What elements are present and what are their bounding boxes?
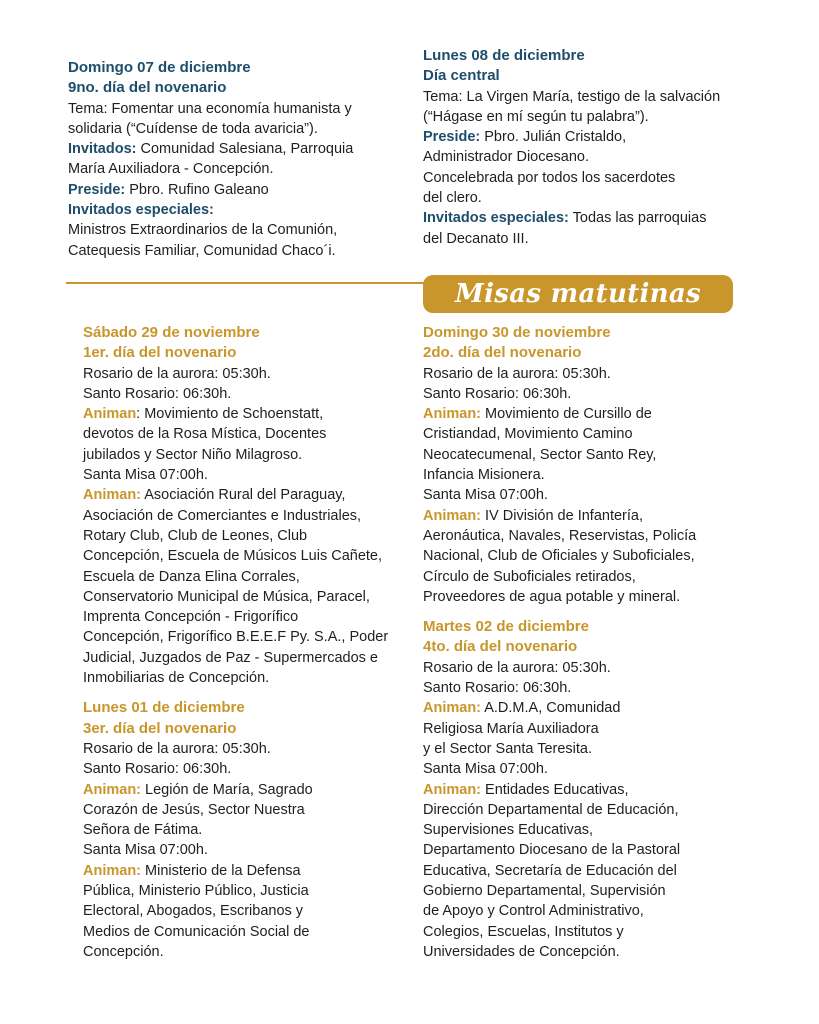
preside-label: Preside: [68, 181, 126, 198]
santa-misa-line: Santa Misa 07:00h. [83, 842, 208, 859]
animan-line: Animan: Ministerio de la Defensa [83, 862, 301, 879]
entry-date: Lunes 01 de diciembre [83, 699, 245, 717]
animan-line: Animan: Movimiento de Schoenstatt, [83, 406, 324, 423]
entry-lunes-01 [83, 698, 413, 962]
animan-line: y el Sector Santa Teresita. [423, 740, 592, 757]
animan-line: Asociación de Comerciantes e Industriales, [83, 507, 362, 524]
animan-label: Animan: [423, 406, 481, 423]
tema-line: Tema: Fomentar una economía humanista y [68, 100, 352, 117]
animan-line: Concepción, Frigorífico B.E.E.F Py. S.A., Poder [83, 629, 389, 646]
animan-label: Animan [83, 406, 137, 423]
column-right [423, 323, 783, 962]
santa-misa-line: Santa Misa 07:00h. [423, 487, 548, 504]
rosario-line: Rosario de la aurora: 05:30h. [83, 740, 271, 757]
column-left [83, 323, 413, 962]
animan-line: Aeronáutica, Navales, Reservistas, Policía [423, 527, 697, 544]
animan-line: Rotary Club, Club de Leones, Club [83, 527, 308, 544]
animan-label: Animan: [83, 487, 141, 504]
animan-line: Infancia Misionera. [423, 467, 545, 484]
santo-rosario-line: Santo Rosario: 06:30h. [423, 385, 572, 402]
animan-label: Animan: [423, 700, 481, 717]
animan-line: Animan: Movimiento de Cursillo de [423, 406, 652, 423]
invitados-line: María Auxiliadora - Concepción. [68, 161, 274, 178]
tema-line: (“Hágase en mí según tu palabra”). [423, 108, 649, 125]
animan-line: Animan: IV División de Infantería, [423, 507, 643, 524]
animan-line: Círculo de Suboficiales retirados, [423, 568, 636, 585]
rosario-line: Rosario de la aurora: 05:30h. [83, 365, 271, 382]
animan-line: Judicial, Juzgados de Paz - Supermercados e [83, 649, 378, 666]
entry-day: 4to. día del novenario [423, 638, 578, 656]
animan-line: Gobierno Departamental, Supervisión [423, 883, 666, 900]
invitados-label: Invitados: [68, 141, 137, 158]
entry-domingo-07 [68, 58, 418, 261]
animan-line: Dirección Departamental de Educación, [423, 801, 679, 818]
entry-day: Día central [423, 67, 500, 85]
especiales-line: del Decanato III. [423, 230, 529, 247]
animan-line: Cristiandad, Movimiento Camino [423, 426, 633, 443]
invitados-line: Invitados: Comunidad Salesiana, Parroquia [68, 141, 354, 158]
animan-line: Inmobiliarias de Concepción. [83, 670, 270, 687]
animan-line: Departamento Diocesano de la Pastoral [423, 842, 681, 859]
animan-line: Corazón de Jesús, Sector Nuestra [83, 801, 305, 818]
animan-line: Imprenta Concepción - Frigorífico [83, 609, 299, 626]
entry-day: 2do. día del novenario [423, 344, 582, 362]
entry-day: 3er. día del novenario [83, 719, 237, 737]
animan-line: Pública, Ministerio Público, Justicia [83, 883, 309, 900]
animan-line: Religiosa María Auxiliadora [423, 720, 599, 737]
section-banner: Misas matutinas [423, 275, 733, 313]
entry-day: 1er. día del novenario [83, 344, 237, 362]
animan-label: Animan: [83, 862, 141, 879]
entry-date: Domingo 07 de diciembre [68, 59, 251, 76]
animan-line: Medios de Comunicación Social de [83, 923, 310, 940]
santa-misa-line: Santa Misa 07:00h. [83, 467, 208, 484]
tema-line: solidaria (“Cuídense de toda avaricia”). [68, 120, 318, 137]
animan-line: Supervisiones Educativas, [423, 822, 594, 839]
animan-line: Animan: Entidades Educativas, [423, 781, 629, 798]
especiales-line: Ministros Extraordinarios de la Comunión, [68, 222, 338, 239]
tema-line: Tema: La Virgen María, testigo de la salvación [423, 88, 721, 105]
animan-line: Neocatecumenal, Sector Santo Rey, [423, 446, 657, 463]
especiales-line: Catequesis Familiar, Comunidad Chaco´i. [68, 242, 336, 259]
animan-line: Escuela de Danza Elina Corrales, [83, 568, 300, 585]
preside-line: Preside: Pbro. Rufino Galeano [68, 181, 269, 198]
entry-date: Martes 02 de diciembre [423, 618, 589, 636]
entry-sabado-29 [83, 323, 413, 688]
animan-line: Universidades de Concepción. [423, 943, 620, 960]
animan-line: Proveedores de agua potable y mineral. [423, 588, 681, 605]
santa-misa-line: Santa Misa 07:00h. [423, 761, 548, 778]
rosario-line: Rosario de la aurora: 05:30h. [423, 365, 611, 382]
animan-line: Señora de Fátima. [83, 822, 203, 839]
animan-line: Concepción. [83, 943, 164, 960]
animan-line: Animan: Asociación Rural del Paraguay, [83, 487, 346, 504]
animan-line: Animan: Legión de María, Sagrado [83, 781, 313, 798]
preside-label: Preside: [423, 129, 481, 146]
preside-line: Preside: Pbro. Julián Cristaldo, [423, 129, 627, 146]
entry-date: Domingo 30 de noviembre [423, 324, 611, 341]
santo-rosario-line: Santo Rosario: 06:30h. [423, 680, 572, 697]
animan-line: Colegios, Escuelas, Institutos y [423, 923, 624, 940]
animan-line: Educativa, Secretaría de Educación del [423, 862, 677, 879]
section-divider [66, 282, 426, 284]
preside-line: Concelebrada por todos los sacerdotes [423, 169, 676, 186]
entry-date: Sábado 29 de noviembre [83, 324, 260, 341]
rosario-line: Rosario de la aurora: 05:30h. [423, 659, 611, 676]
especiales-line: Invitados especiales: Todas las parroquias [423, 210, 707, 227]
santo-rosario-line: Santo Rosario: 06:30h. [83, 761, 232, 778]
santo-rosario-line: Santo Rosario: 06:30h. [83, 385, 232, 402]
animan-label: Animan: [423, 507, 481, 524]
preside-line: del clero. [423, 190, 482, 207]
animan-line: devotos de la Rosa Mística, Docentes [83, 426, 327, 443]
animan-line: Nacional, Club de Oficiales y Suboficiales, [423, 548, 695, 565]
animan-line: Animan: A.D.M.A, Comunidad [423, 700, 621, 717]
animan-line: Conservatorio Municipal de Música, Paracel, [83, 588, 370, 605]
entry-date: Lunes 08 de diciembre [423, 47, 585, 64]
animan-line: Concepción, Escuela de Músicos Luis Cañete, [83, 548, 383, 565]
especiales-label: Invitados especiales: [423, 210, 569, 227]
animan-line: Electoral, Abogados, Escribanos y [83, 903, 304, 920]
entry-martes-02 [423, 617, 783, 962]
animan-line: jubilados y Sector Niño Milagroso. [83, 446, 303, 463]
entry-day: 9no. día del novenario [68, 79, 227, 97]
especiales-label: Invitados especiales: [68, 202, 214, 219]
animan-label: Animan: [83, 781, 141, 798]
animan-label: Animan: [423, 781, 481, 798]
preside-line: Administrador Diocesano. [423, 149, 590, 166]
entry-domingo-30 [423, 323, 783, 607]
entry-lunes-08 [423, 46, 783, 249]
animan-line: de Apoyo y Control Administrativo, [423, 903, 644, 920]
